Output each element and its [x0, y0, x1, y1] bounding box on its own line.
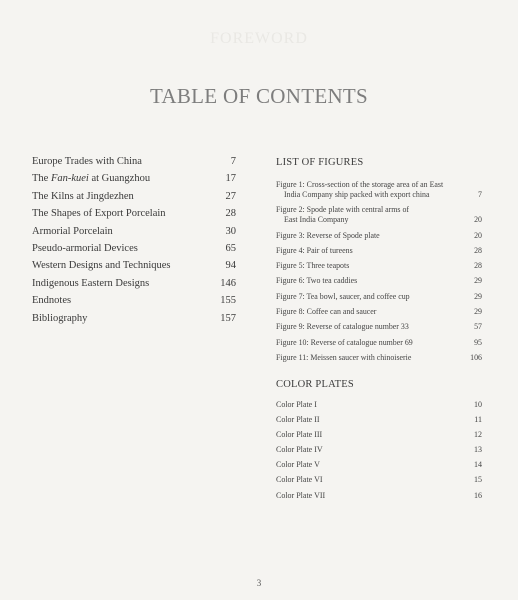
figures-heading: LIST OF FIGURES — [276, 157, 364, 168]
plate-entry — [276, 460, 482, 475]
figure-entry-label: Figure 11: Meissen saucer with chinoiserie — [276, 352, 412, 362]
plate-entry — [276, 445, 482, 460]
figure-entry — [276, 261, 482, 271]
plate-entry — [276, 475, 482, 490]
figure-entry — [276, 292, 482, 302]
plate-entry-page: 13 — [474, 445, 482, 455]
figure-entry — [276, 307, 482, 317]
plate-entry-page: 14 — [474, 460, 482, 470]
figure-entry — [276, 246, 482, 256]
plate-entry-page: 10 — [474, 400, 482, 409]
contents-entry-label: Western Designs and Techniques — [32, 260, 171, 272]
figure-entry — [276, 276, 482, 286]
figure-entry-label: Figure 1: Cross-section of the storage area of an East India Company ship packed with export china — [276, 180, 444, 199]
figure-entry — [276, 180, 482, 200]
figure-entry — [276, 322, 482, 332]
plate-entry-page: 11 — [474, 415, 482, 425]
contents-entry — [32, 208, 236, 225]
contents-entry-label: Endnotes — [32, 295, 72, 307]
color-plates-heading: COLOR PLATES — [276, 379, 354, 390]
figure-entry-page: 28 — [474, 261, 482, 271]
contents-entry — [32, 260, 236, 277]
contents-entry — [32, 226, 236, 243]
contents-entry-label: The Kilns at Jingdezhen — [32, 190, 134, 202]
plate-entry-label: Color Plate VII — [276, 490, 326, 500]
color-plates-list — [276, 400, 482, 506]
figure-entry-label: Figure 10: Reverse of catalogue number 69 — [276, 337, 413, 347]
contents-entry-label: The Fan-kuei at Guangzhou — [32, 173, 151, 185]
plate-entry — [276, 430, 482, 445]
figure-entry-page: 95 — [474, 337, 482, 347]
figure-entry-page: 29 — [474, 307, 482, 317]
plate-entry-label: Color Plate IV — [276, 445, 323, 455]
contents-entry-label: Armorial Porcelain — [32, 225, 113, 237]
contents-entry-page: 155 — [220, 295, 236, 307]
contents-entry-page: 30 — [225, 225, 236, 237]
plate-entry-label: Color Plate VI — [276, 475, 323, 485]
figure-entry-label: Figure 2: Spode plate with central arms of East India Company — [276, 205, 410, 225]
figure-entry-page: 106 — [470, 352, 482, 362]
figure-entry-page: 29 — [474, 276, 482, 286]
contents-list — [32, 156, 236, 330]
show-through-text: FOREWORD — [210, 30, 308, 47]
plate-entry-label: Color Plate II — [276, 415, 320, 425]
contents-entry-page: 17 — [225, 173, 236, 185]
plate-entry-label: Color Plate III — [276, 430, 323, 440]
plate-entry-page: 16 — [474, 490, 482, 500]
figure-entry-page: 7 — [478, 190, 482, 199]
contents-entry — [32, 191, 236, 208]
contents-entry-page: 65 — [225, 242, 236, 254]
contents-entry — [32, 173, 236, 190]
figure-entry-label: Figure 3: Reverse of Spode plate — [276, 230, 380, 240]
contents-entry — [32, 156, 236, 173]
figure-entry-label: Figure 4: Pair of tureens — [276, 245, 353, 255]
contents-entry — [32, 243, 236, 260]
contents-entry-label: Bibliography — [32, 312, 88, 324]
figure-entry-label: Figure 5: Three teapots — [276, 261, 350, 271]
contents-entry-page: 7 — [230, 156, 236, 167]
figure-entry — [276, 205, 482, 225]
contents-entry — [32, 278, 236, 295]
figure-entry-label: Figure 8: Coffee can and saucer — [276, 307, 377, 317]
plate-entry — [276, 400, 482, 415]
figure-entry-page: 20 — [474, 230, 482, 240]
figure-entry-page: 57 — [474, 322, 482, 332]
contents-entry-page: 157 — [220, 312, 236, 324]
figure-entry-page: 29 — [474, 291, 482, 301]
figure-entry-label: Figure 6: Two tea caddies — [276, 276, 358, 286]
page-title: TABLE OF CONTENTS — [149, 84, 369, 108]
contents-entry-page: 28 — [225, 208, 236, 220]
figure-entry-label: Figure 7: Tea bowl, saucer, and coffee cup — [276, 291, 410, 301]
figure-entry-label: Figure 9: Reverse of catalogue number 33 — [276, 322, 409, 332]
figure-entry — [276, 231, 482, 241]
figure-entry — [276, 353, 482, 363]
figure-entry — [276, 338, 482, 348]
figure-entry-page: 28 — [474, 245, 482, 255]
plate-entry-page: 15 — [474, 475, 482, 485]
plate-entry-label: Color Plate I — [276, 400, 317, 409]
contents-entry — [32, 295, 236, 312]
contents-entry-label: The Shapes of Export Porcelain — [32, 208, 166, 220]
plate-entry-label: Color Plate V — [276, 460, 320, 470]
contents-entry-label: Pseudo-armorial Devices — [32, 242, 138, 254]
contents-entry-page: 146 — [220, 277, 236, 289]
plate-entry — [276, 415, 482, 430]
contents-entry-label: Europe Trades with China — [32, 156, 142, 167]
contents-entry-label: Indigenous Eastern Designs — [32, 277, 150, 289]
contents-entry-page: 94 — [225, 260, 236, 272]
plate-entry — [276, 491, 482, 506]
contents-entry — [32, 313, 236, 330]
figures-list — [276, 180, 482, 368]
page-number: 3 — [256, 578, 262, 588]
figure-entry-page: 20 — [474, 215, 482, 225]
plate-entry-page: 12 — [474, 430, 482, 440]
contents-entry-page: 27 — [225, 190, 236, 202]
